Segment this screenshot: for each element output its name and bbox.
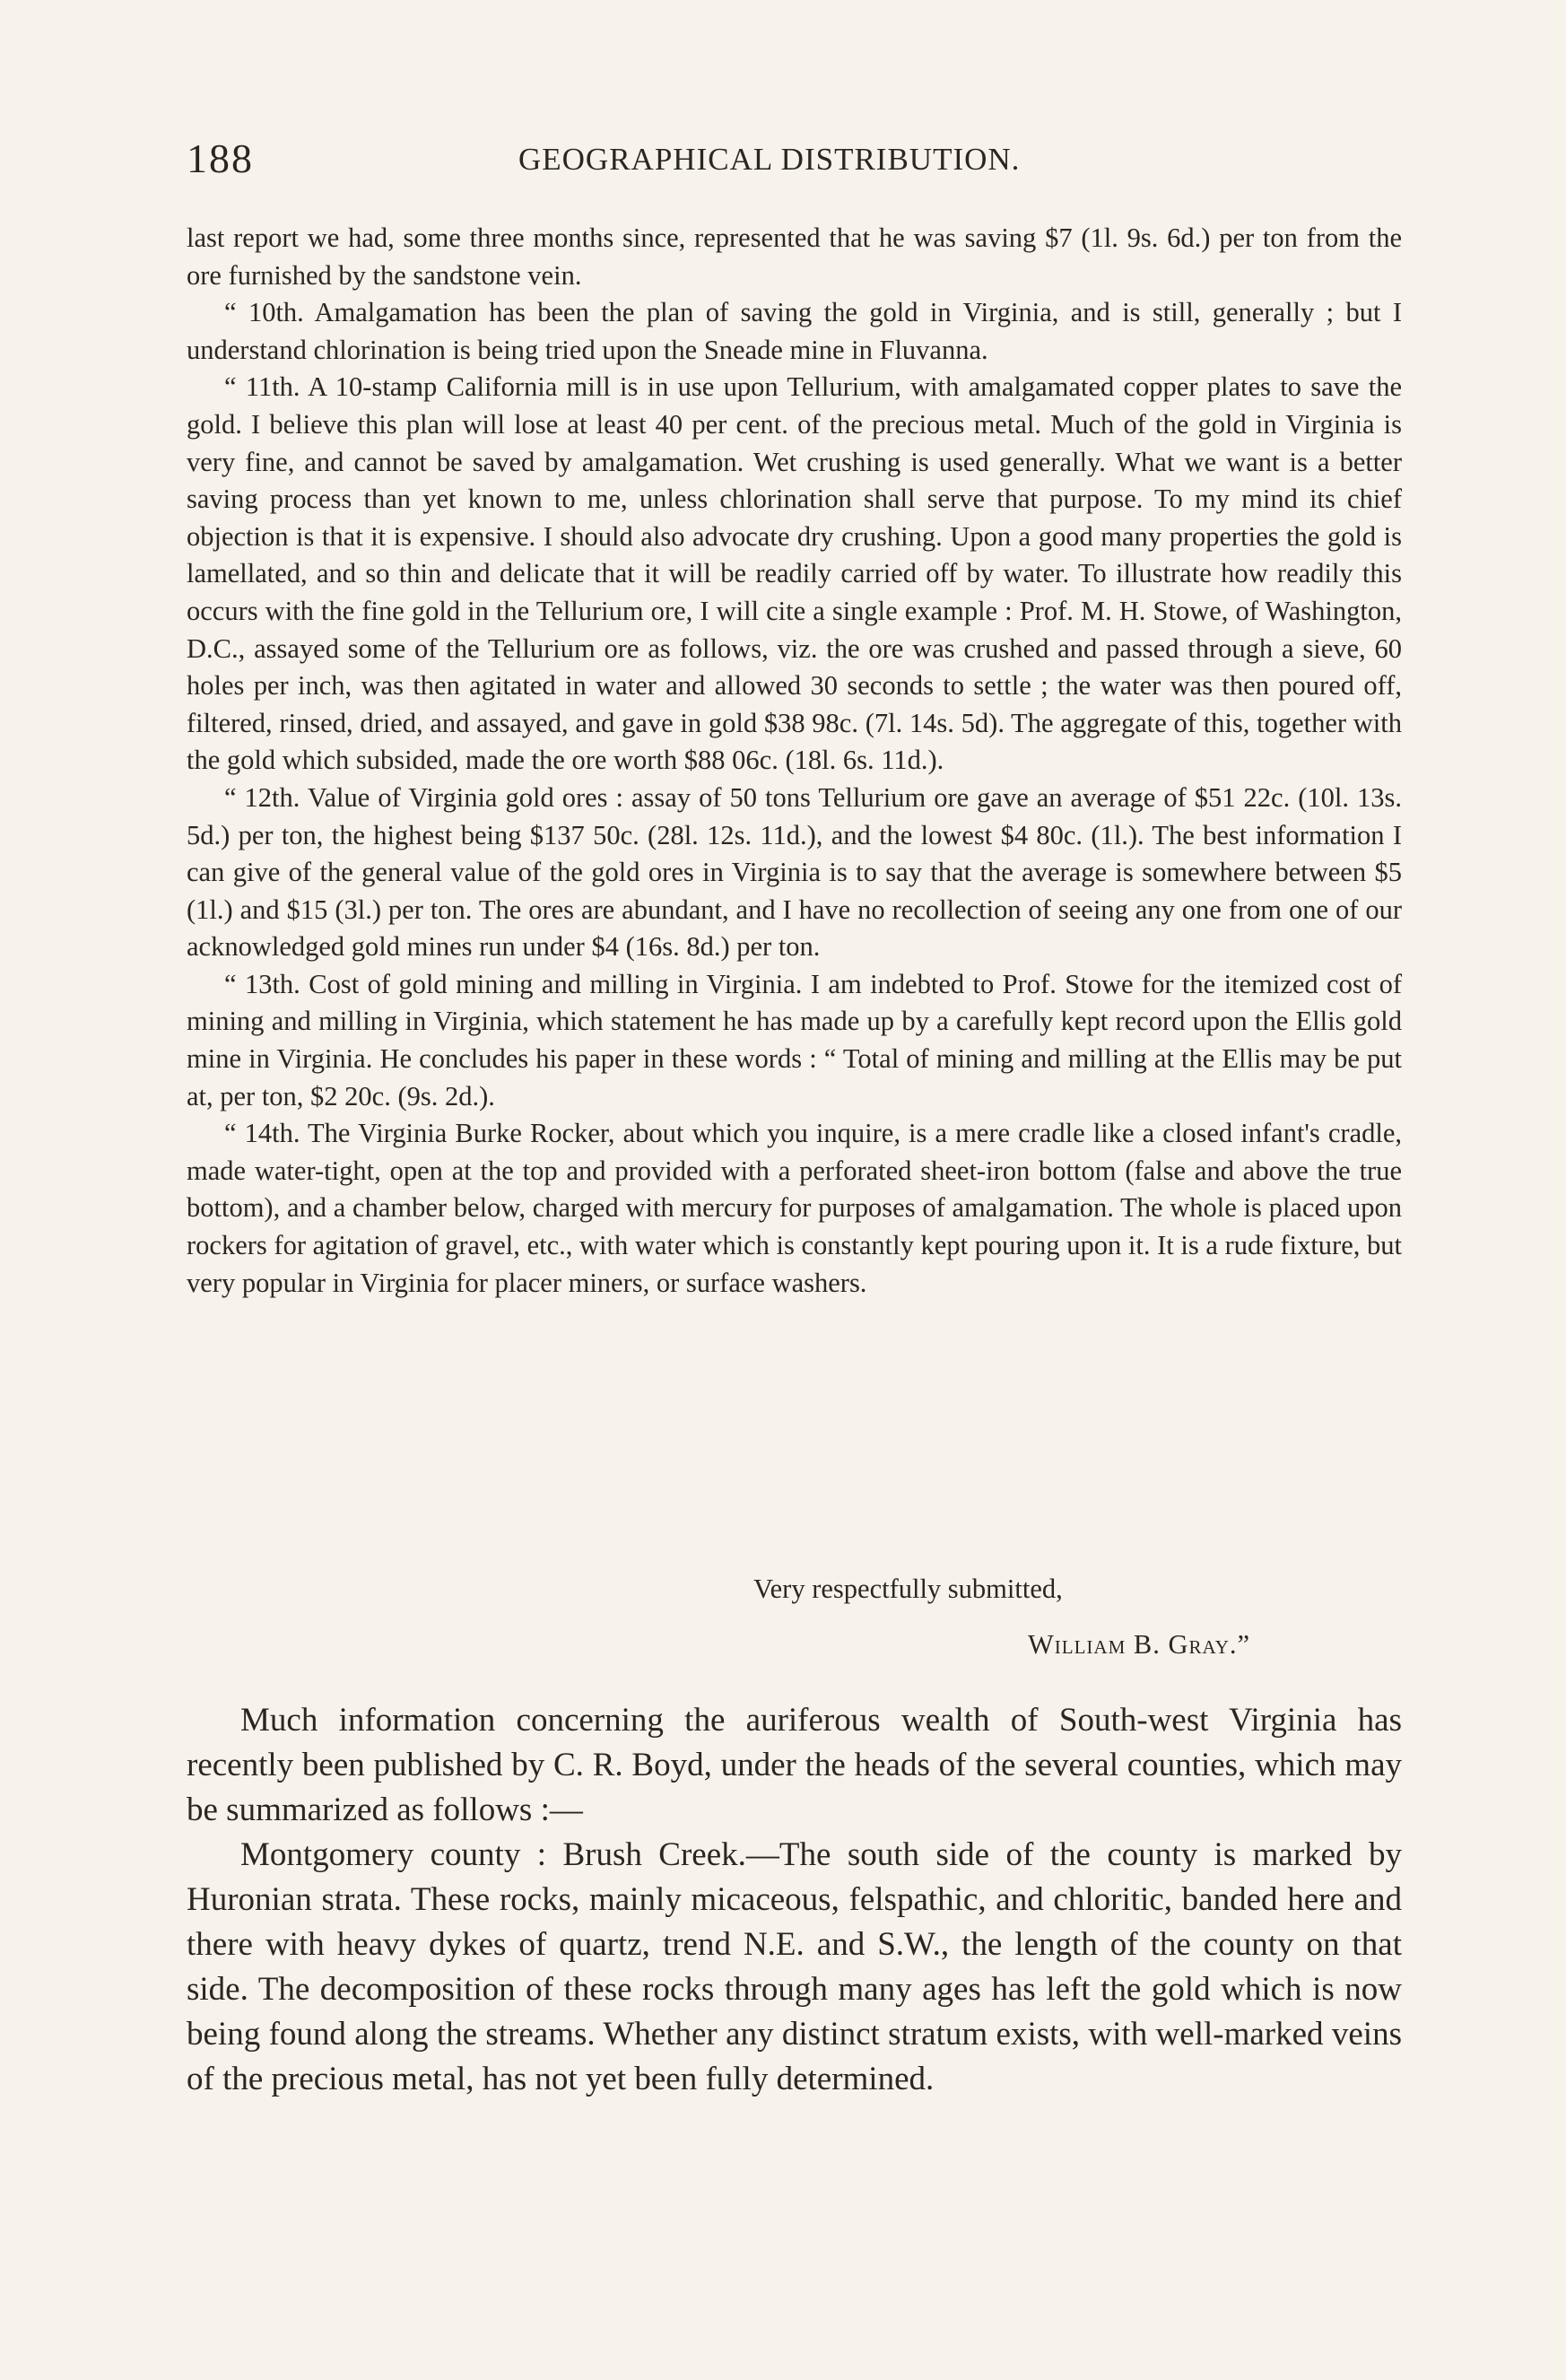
letter-paragraph: last report we had, some three months since, represented that he was saving $7 (1l. 9s. 6d.) per ton from the ore furnished by the sandstone vein. (187, 222, 1402, 291)
letter-paragraph: “ 12th. Value of Virginia gold ores : assay of 50 tons Tellurium ore gave an average of $51 22c. (10l. 13s. 5d.) per ton, the highest being $137 50c. (28l. 12s. 11d.), and the lowest $4 80c. (1l.). The best information I can give of the general value of the gold ores in Virginia is to say that the average is somewhere between $5 (1l.) and $15 (3l.) per ton. The ores are abundant, and I have no recollection of seeing any one from one of our acknowledged gold mines run under $4 (16s. 8d.) per ton. (187, 781, 1402, 963)
body-paragraph: Montgomery county : Brush Creek.—The south side of the county is marked by Huronian strata. These rocks, mainly micaceous, felspathic, and chloritic, banded here and there with heavy dykes of quartz, trend N.E. and S.W., the length of the county on that side. The decomposition of these rocks through many ages has left the gold which is now being found along the streams. Whether any distinct stratum exists, with well-marked veins of the precious metal, has not yet been fully determined. (187, 1836, 1402, 2097)
main-text (187, 1698, 1402, 2102)
letter-paragraph: “ 10th. Amalgamation has been the plan of saving the gold in Virginia, and is still, generally ; but I understand chlorination is being tried upon the Sneade mine in Fluvanna. (187, 297, 1402, 365)
page-number: 188 (187, 135, 254, 181)
running-head: GEOGRAPHICAL DISTRIBUTION. (518, 142, 1021, 177)
letter-signoff: Very respectfully submitted, (753, 1574, 1063, 1604)
letter-paragraph: “ 11th. A 10-stamp California mill is in use upon Tellurium, with amalgamated copper plates to save the gold. I believe this plan will lose at least 40 per cent. of the precious metal. Much of the gold in Virginia is very fine, and cannot be saved by amalgamation. Wet crushing is used generally. What we want is a better saving process than yet known to me, unless chlorination shall serve that purpose. To my mind its chief objection is that it is expensive. I should also advocate dry crushing. Upon a good many properties the gold is lamellated, and so thin and delicate that it will be readily carried off by water. To illustrate how readily this occurs with the fine gold in the Tellurium ore, I will cite a single example : Prof. M. H. Stowe, of Washington, D.C., assayed some of the Tellurium ore as follows, viz. the ore was crushed and passed through a sieve, 60 holes per inch, was then agitated in water and allowed 30 seconds to settle ; the water was then poured off, filtered, rinsed, dried, and assayed, and gave in gold $38 98c. (7l. 14s. 5d). The aggregate of this, together with the gold which subsided, made the ore worth $88 06c. (18l. 6s. 11d.). (187, 371, 1402, 776)
page-header (187, 135, 1402, 188)
body-paragraph: Much information concerning the auriferous wealth of South-west Virginia has recently been published by C. R. Boyd, under the heads of the several counties, which may be summarized as follows :— (187, 1702, 1402, 1828)
quoted-letter (187, 220, 1402, 1302)
letter-paragraph: “ 14th. The Virginia Burke Rocker, about which you inquire, is a mere cradle like a closed infant's cradle, made water-tight, open at the top and provided with a perforated sheet-iron bottom (false and above the true bottom), and a chamber below, charged with mercury for purposes of amalgamation. The whole is placed upon rockers for agitation of gravel, etc., with water which is constantly kept pouring upon it. It is a rude fixture, but very popular in Virginia for placer miners, or surface washers. (187, 1118, 1402, 1298)
letter-paragraph: “ 13th. Cost of gold mining and milling in Virginia. I am indebted to Prof. Stowe for the itemized cost of mining and milling in Virginia, which statement he has made up by a carefully kept record upon the Ellis gold mine in Virginia. He concludes his paper in these words : “ Total of mining and milling at the Ellis may be put at, per ton, $2 20c. (9s. 2d.). (187, 968, 1402, 1112)
letter-signature: William B. Gray.” (1028, 1629, 1251, 1660)
